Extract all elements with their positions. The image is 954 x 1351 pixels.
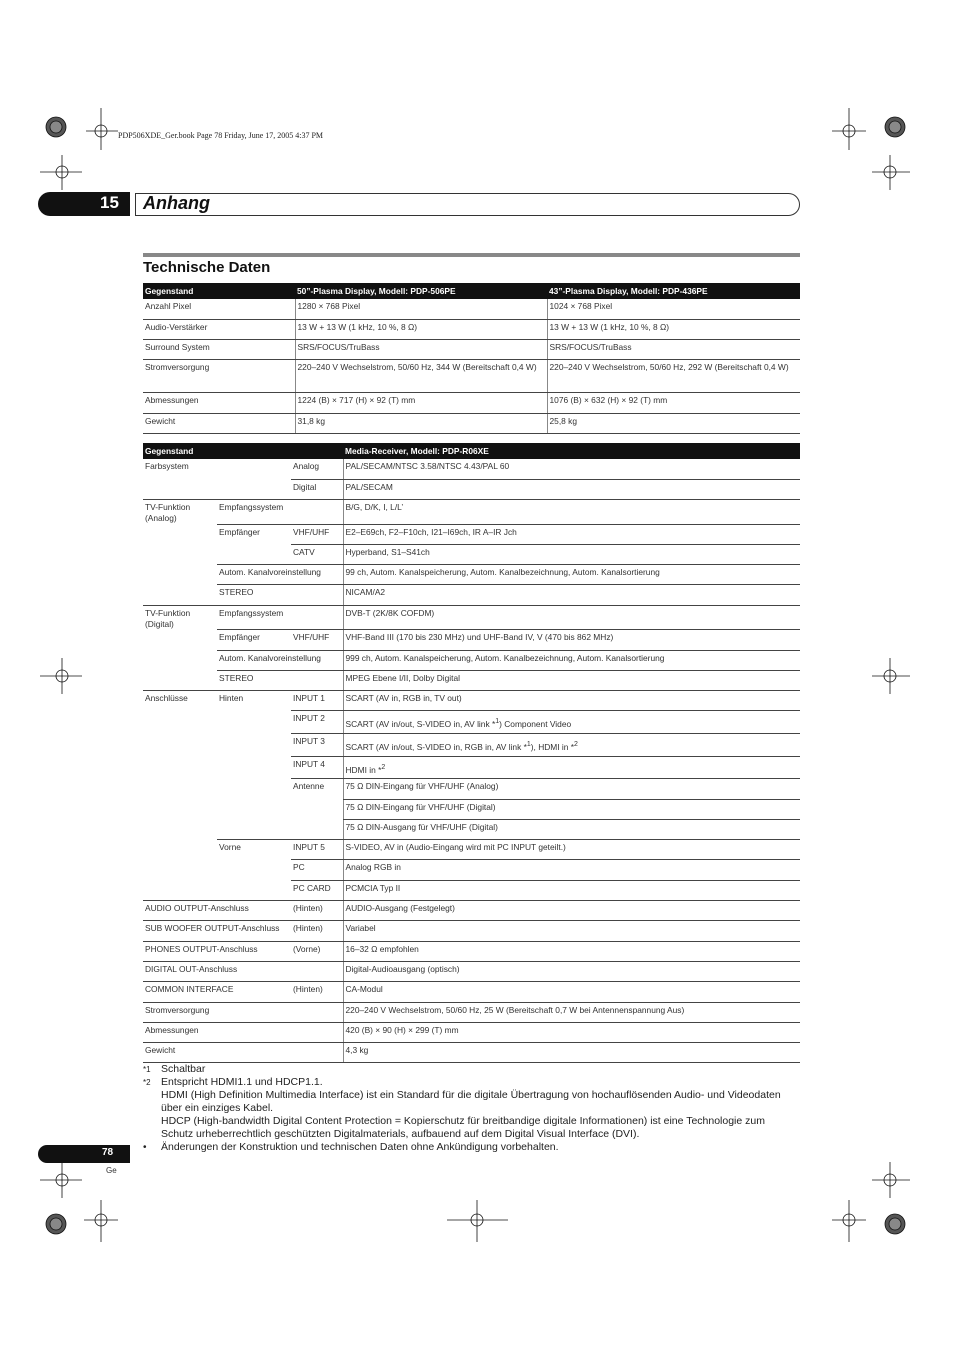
value-cell: B/G, D/K, I, L/L’ bbox=[343, 500, 800, 525]
group-label: Farbsystem bbox=[145, 461, 189, 471]
table-row bbox=[143, 585, 800, 605]
sub-label: Autom. Kanalvoreinstellung bbox=[217, 565, 343, 585]
footnote-ref: 1 bbox=[526, 741, 531, 749]
value-cell: S-VIDEO, AV in (Audio-Eingang wird mit PC INPUT geteilt.) bbox=[343, 840, 800, 860]
sub-label: Empfänger bbox=[219, 526, 260, 537]
sub-label: Digital bbox=[291, 479, 343, 499]
table-cell: Gewicht bbox=[143, 413, 295, 433]
footnote-ref: 2 bbox=[574, 741, 578, 749]
value-cell: 75 Ω DIN-Ausgang für VHF/UHF (Digital) bbox=[343, 819, 800, 839]
row-label: COMMON INTERFACE bbox=[143, 982, 291, 1002]
value-cell: Analog RGB in bbox=[343, 860, 800, 880]
table-row bbox=[143, 299, 800, 319]
table-cell: 1224 (B) × 717 (H) × 92 (T) mm bbox=[295, 393, 547, 413]
value-cell bbox=[343, 734, 800, 757]
table-cell: 31,8 kg bbox=[295, 413, 547, 433]
section-title: Technische Daten bbox=[143, 259, 271, 276]
table-row bbox=[143, 691, 800, 711]
value-cell bbox=[343, 711, 800, 734]
table-cell: Surround System bbox=[143, 340, 295, 360]
table-row bbox=[143, 393, 800, 413]
table-row bbox=[143, 880, 800, 900]
value-text: HDMI in bbox=[345, 764, 379, 775]
table-row bbox=[143, 779, 800, 799]
header-cell: Gegenstand bbox=[143, 283, 295, 299]
footnote-1 bbox=[143, 1063, 793, 1076]
table-row bbox=[143, 901, 800, 921]
value-cell: VHF-Band III (170 bis 230 MHz) und UHF-Band IV, V (470 bis 862 MHz) bbox=[343, 630, 800, 650]
hdmi-note: HDMI (High Definition Multimedia Interface) ist ein Standard für die digitale Übertragung von hochauflösenden Audio- und Videodaten über ein einziges Kabel. bbox=[161, 1089, 781, 1114]
table-cell: 25,8 kg bbox=[547, 413, 800, 433]
value-cell: Variabel bbox=[343, 921, 800, 941]
sub-label: Vorne bbox=[219, 842, 241, 853]
table-row bbox=[143, 799, 800, 819]
table-row bbox=[143, 650, 800, 670]
table-row bbox=[143, 982, 800, 1002]
table-cell: 220–240 V Wechselstrom, 50/60 Hz, 292 W (Bereitschaft 0,4 W) bbox=[547, 360, 800, 393]
chapter-frame bbox=[135, 193, 800, 216]
value-cell: 220–240 V Wechselstrom, 50/60 Hz, 25 W (Bereitschaft 0,7 W bei Antennenspannung Aus) bbox=[343, 1002, 800, 1022]
footnote-star: * bbox=[378, 764, 382, 775]
value-cell: CA-Modul bbox=[343, 982, 800, 1002]
table-row bbox=[143, 544, 800, 564]
row-label: DIGITAL OUT-Anschluss bbox=[143, 961, 343, 981]
value-cell bbox=[343, 756, 800, 779]
table-cell: Stromversorgung bbox=[143, 360, 295, 393]
row-label: AUDIO OUTPUT-Anschluss bbox=[143, 901, 291, 921]
value-cell: PCMCIA Typ II bbox=[343, 880, 800, 900]
row-label: SUB WOOFER OUTPUT-Anschluss bbox=[143, 921, 291, 941]
sub-label: Empfangssystem bbox=[217, 500, 343, 525]
sub-label: (Hinten) bbox=[291, 982, 343, 1002]
value-cell: E2–E69ch, F2–F10ch, I21–I69ch, IR A–IR Jch bbox=[343, 524, 800, 544]
page-language: Ge bbox=[106, 1166, 117, 1175]
table-cell: Abmessungen bbox=[143, 393, 295, 413]
sub-label: Antenne bbox=[293, 781, 325, 792]
sub-label: Empfangssystem bbox=[217, 605, 343, 630]
table-row bbox=[143, 524, 800, 544]
value-text: ) Component Video bbox=[499, 719, 572, 730]
change-note bbox=[143, 1141, 793, 1154]
specs-table-media-receiver bbox=[143, 443, 800, 1063]
sub-label: INPUT 3 bbox=[291, 734, 343, 757]
sub-label: PC CARD bbox=[291, 880, 343, 900]
sub-label: INPUT 1 bbox=[291, 691, 343, 711]
table-row bbox=[143, 921, 800, 941]
sub-label: (Hinten) bbox=[291, 901, 343, 921]
value-cell: DVB-T (2K/8K COFDM) bbox=[343, 605, 800, 630]
row-label: Abmessungen bbox=[143, 1022, 343, 1042]
sub-label: Analog bbox=[291, 459, 343, 479]
table-row bbox=[143, 860, 800, 880]
value-text: SCART (AV in/out, S-VIDEO in, AV link bbox=[345, 719, 492, 730]
table-cell: 1024 × 768 Pixel bbox=[547, 299, 800, 319]
value-cell: 4,3 kg bbox=[343, 1043, 800, 1063]
value-cell: Digital-Audioausgang (optisch) bbox=[343, 961, 800, 981]
sub-label: (Vorne) bbox=[291, 941, 343, 961]
chapter-title: Anhang bbox=[143, 193, 210, 213]
sub-label: INPUT 5 bbox=[291, 840, 343, 860]
sub-label: CATV bbox=[291, 544, 343, 564]
header-cell: Gegenstand bbox=[143, 443, 343, 459]
value-text: SCART (AV in/out, S-VIDEO in, RGB in, AV link bbox=[345, 741, 524, 752]
header-cell: 50”-Plasma Display, Modell: PDP-506PE bbox=[295, 283, 547, 299]
row-label: PHONES OUTPUT-Anschluss bbox=[143, 941, 291, 961]
value-cell: 99 ch, Autom. Kanalspeicherung, Autom. Kanalbezeichnung, Autom. Kanalsortierung bbox=[343, 565, 800, 585]
footnote-2 bbox=[143, 1076, 793, 1089]
sub-label: INPUT 4 bbox=[291, 756, 343, 779]
table-cell: Audio-Verstärker bbox=[143, 319, 295, 339]
footnote-text: Änderungen der Konstruktion und technischen Daten ohne Ankündigung vorbehalten. bbox=[161, 1141, 559, 1153]
header-cell: 43”-Plasma Display, Modell: PDP-436PE bbox=[547, 283, 800, 299]
value-cell: Hyperband, S1–S41ch bbox=[343, 544, 800, 564]
table-row bbox=[143, 459, 800, 479]
specs-table-displays bbox=[143, 283, 800, 434]
table-row bbox=[143, 819, 800, 839]
table-cell: 13 W + 13 W (1 kHz, 10 %, 8 Ω) bbox=[295, 319, 547, 339]
sub-label: VHF/UHF bbox=[291, 630, 343, 650]
footnote-marker: *2 bbox=[143, 1078, 151, 1087]
value-cell: 75 Ω DIN-Eingang für VHF/UHF (Analog) bbox=[343, 779, 800, 799]
section-rule bbox=[143, 253, 800, 257]
footnote-ref: 2 bbox=[381, 763, 386, 771]
table-row bbox=[143, 500, 800, 525]
table-row bbox=[143, 756, 800, 779]
chapter-number: 15 bbox=[100, 193, 119, 212]
group-label: TV-Funktion (Digital) bbox=[145, 607, 191, 629]
table-row bbox=[143, 734, 800, 757]
row-label: Stromversorgung bbox=[143, 1002, 343, 1022]
table-cell: 1076 (B) × 632 (H) × 92 (T) mm bbox=[547, 393, 800, 413]
sub-label: Hinten bbox=[219, 693, 244, 704]
page-badge bbox=[38, 1145, 130, 1163]
table-cell: 1280 × 768 Pixel bbox=[295, 299, 547, 319]
value-cell: MPEG Ebene I/II, Dolby Digital bbox=[343, 670, 800, 690]
table-cell: 13 W + 13 W (1 kHz, 10 %, 8 Ω) bbox=[547, 319, 800, 339]
footnotes bbox=[143, 1063, 793, 1154]
sub-label: (Hinten) bbox=[291, 921, 343, 941]
table-header-row bbox=[143, 443, 800, 459]
table-row bbox=[143, 670, 800, 690]
value-cell: NICAM/A2 bbox=[343, 585, 800, 605]
table-row bbox=[143, 711, 800, 734]
value-cell: 16–32 Ω empfohlen bbox=[343, 941, 800, 961]
footnote-star: * bbox=[523, 741, 527, 752]
table-cell: 220–240 V Wechselstrom, 50/60 Hz, 344 W (Bereitschaft 0,4 W) bbox=[295, 360, 547, 393]
sub-label: PC bbox=[291, 860, 343, 880]
sub-label: STEREO bbox=[217, 670, 343, 690]
hdcp-note: HDCP (High-bandwidth Digital Content Protection = Kopierschutz für breitbandige digitale Informationen) ist eine Technologie zum Schutz urheberrechtlich geschützten Digitalmaterials, aufbauend auf dem Digital Visual Interface (DVI). bbox=[161, 1115, 765, 1140]
row-label: Gewicht bbox=[143, 1043, 343, 1063]
table-row bbox=[143, 941, 800, 961]
table-cell: Anzahl Pixel bbox=[143, 299, 295, 319]
table-row bbox=[143, 961, 800, 981]
table-header-row bbox=[143, 283, 800, 299]
footnote-text: Schaltbar bbox=[161, 1063, 206, 1075]
value-cell: PAL/SECAM/NTSC 3.58/NTSC 4.43/PAL 60 bbox=[343, 459, 800, 479]
table-row bbox=[143, 565, 800, 585]
table-cell: SRS/FOCUS/TruBass bbox=[295, 340, 547, 360]
footnote-ref: 1 bbox=[495, 718, 500, 726]
value-cell: AUDIO-Ausgang (Festgelegt) bbox=[343, 901, 800, 921]
table-row bbox=[143, 630, 800, 650]
footnote-star: * bbox=[570, 741, 575, 752]
sub-label: INPUT 2 bbox=[291, 711, 343, 734]
table-row bbox=[143, 413, 800, 433]
table-row bbox=[143, 319, 800, 339]
sub-label: Empfänger bbox=[217, 630, 291, 650]
footnote-text: Entspricht HDMI1.1 und HDCP1.1. bbox=[161, 1076, 323, 1088]
table-row bbox=[143, 479, 800, 499]
table-row bbox=[143, 1002, 800, 1022]
print-header: PDP506XDE_Ger.book Page 78 Friday, June 17, 2005 4:37 PM bbox=[118, 131, 324, 140]
group-label: TV-Funktion (Analog) bbox=[145, 502, 191, 524]
value-cell: 75 Ω DIN-Eingang für VHF/UHF (Digital) bbox=[343, 799, 800, 819]
footnote-marker: *1 bbox=[143, 1065, 151, 1074]
table-row bbox=[143, 340, 800, 360]
table-row bbox=[143, 605, 800, 630]
value-text: ), HDMI in bbox=[530, 741, 571, 752]
value-cell: PAL/SECAM bbox=[343, 479, 800, 499]
page-number: 78 bbox=[102, 1147, 114, 1158]
sub-label: STEREO bbox=[217, 585, 343, 605]
value-cell: SCART (AV in, RGB in, TV out) bbox=[343, 691, 800, 711]
sub-label: VHF/UHF bbox=[291, 524, 343, 544]
header-cell: Media-Receiver, Modell: PDP-R06XE bbox=[343, 443, 800, 459]
table-row bbox=[143, 1022, 800, 1042]
table-cell: SRS/FOCUS/TruBass bbox=[547, 340, 800, 360]
footnote-star: * bbox=[491, 719, 496, 730]
bullet: • bbox=[143, 1142, 147, 1153]
sub-label: Autom. Kanalvoreinstellung bbox=[217, 650, 343, 670]
table-row bbox=[143, 840, 800, 860]
value-cell: 999 ch, Autom. Kanalspeicherung, Autom. Kanalbezeichnung, Autom. Kanalsortierung bbox=[343, 650, 800, 670]
group-label: Anschlüsse bbox=[145, 693, 188, 704]
table-row bbox=[143, 1043, 800, 1063]
table-row bbox=[143, 360, 800, 393]
value-cell: 420 (B) × 90 (H) × 299 (T) mm bbox=[343, 1022, 800, 1042]
